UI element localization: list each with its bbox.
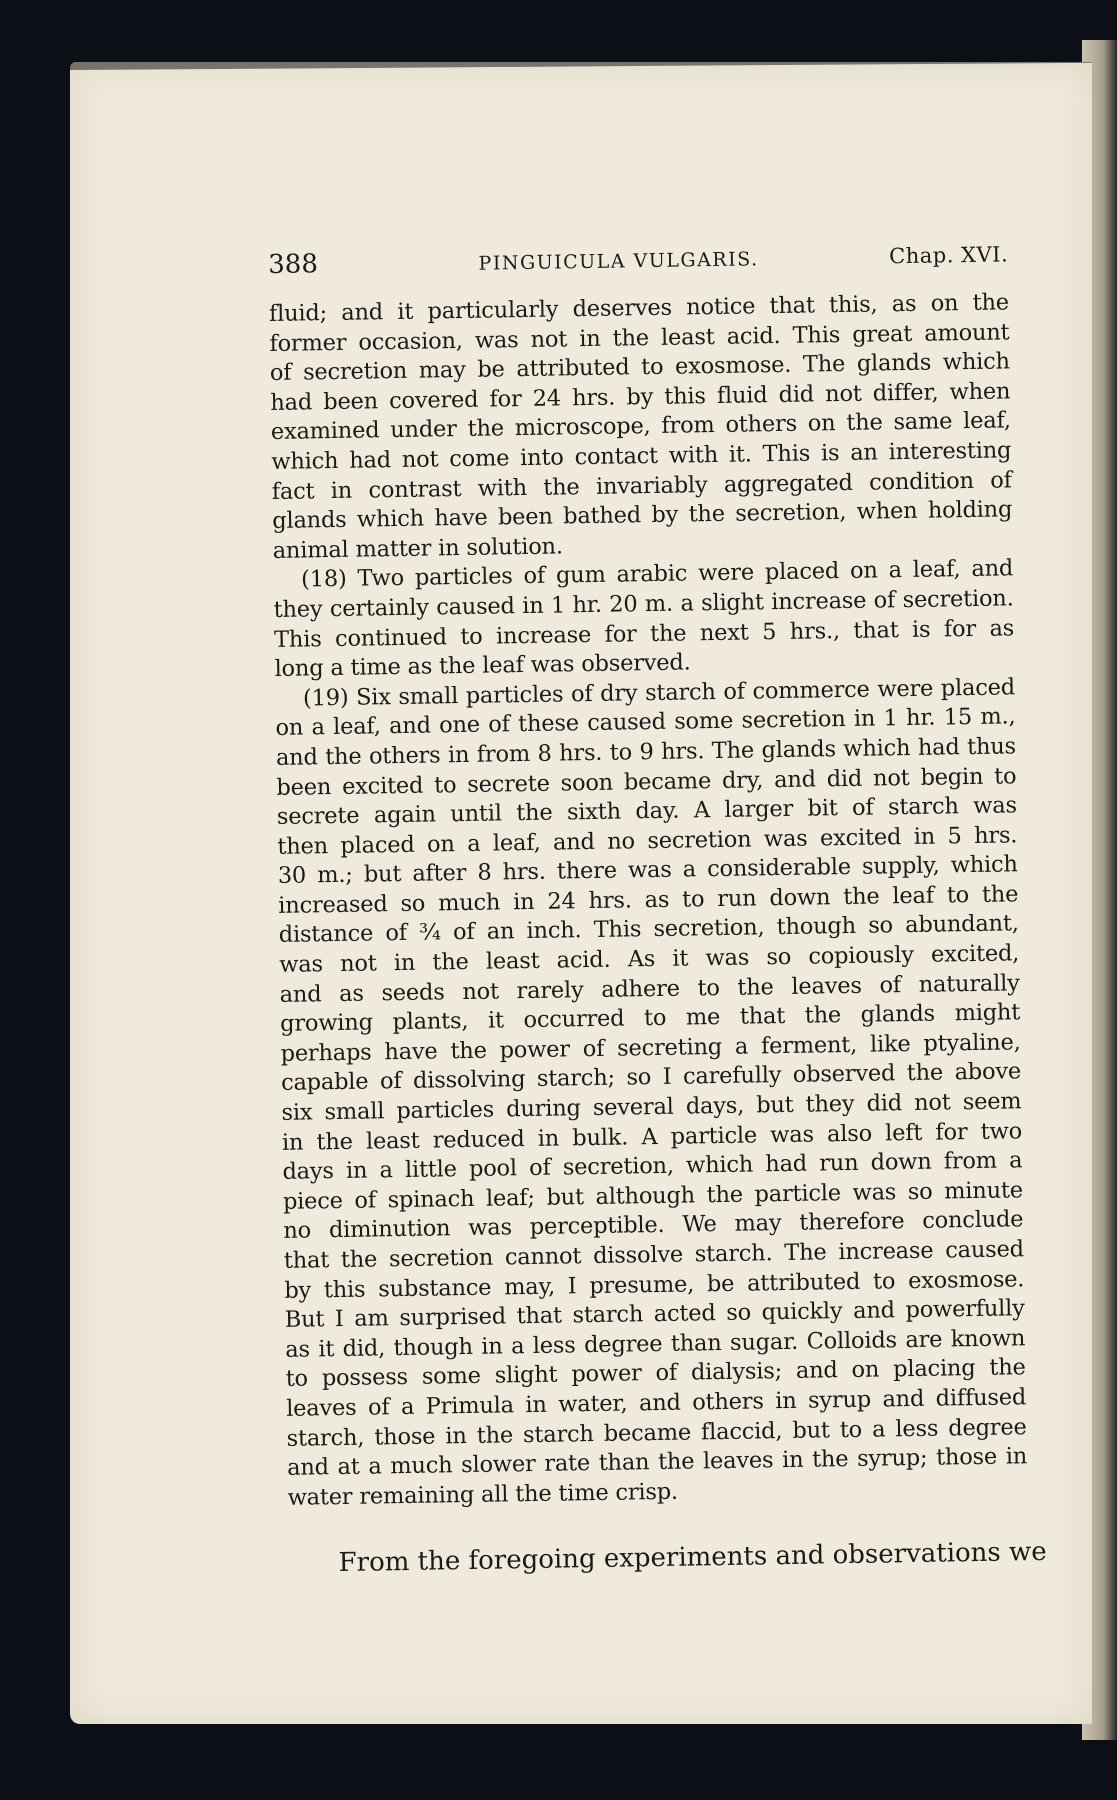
text-line: perhaps have the power of secreting a ferment, like ptyaline, <box>280 1029 1021 1067</box>
text-line: that the secretion cannot dissolve starch. The increase caused <box>283 1236 1024 1274</box>
text-line: fluid; and it particularly deserves notice that this, as on the <box>268 289 1010 327</box>
text-line: fact in contrast with the invariably aggregated condition of <box>271 466 1012 505</box>
text-line: former occasion, was not in the least acid. This great amount <box>269 318 1010 357</box>
text-line: piece of spinach leaf; but although the particle was so minute <box>282 1177 1024 1215</box>
running-head <box>268 238 1009 294</box>
text-line: (18) Two particles of gum arabic were placed on a leaf, and <box>300 555 1014 593</box>
text-line: But I am surprised that starch acted so quickly and powerfully <box>284 1295 1025 1334</box>
text-line: to possess some slight power of dialysis; and on placing the <box>285 1354 1026 1393</box>
text-line: as it did, though in a less degree than sugar. Colloids are known <box>285 1325 1026 1363</box>
text-line: which had not come into contact with it. This is an interesting <box>271 437 1012 475</box>
text-line: water remaining all the time crisp. <box>287 1478 679 1511</box>
text-line: days in a little pool of secretion, which had run down from a <box>282 1147 1023 1186</box>
text-line: by this substance may, I presume, be attributed to exosmose. <box>284 1265 1025 1304</box>
text-line: secrete again until the sixth day. A larger bit of starch was <box>276 792 1018 831</box>
text-line: glands which have been bathed by the secretion, when holding <box>272 496 1013 535</box>
section-opening-line: From the foregoing experiments and observations we <box>338 1537 1047 1579</box>
paragraph-18 <box>273 555 1015 685</box>
text-line: (19) Six small particles of dry starch of commerce were placed <box>302 674 1016 712</box>
text-line: six small particles during several days, but they did not seem <box>281 1088 1022 1126</box>
paragraph-continuation <box>269 288 1013 566</box>
text-line: in the least reduced in bulk. A particle was also left for two <box>281 1117 1023 1156</box>
text-line: long a time as the leaf was observed. <box>274 649 691 683</box>
page-number: 388 <box>268 249 319 280</box>
text-line: increased so much in 24 hrs. as to run down the leaf to the <box>278 881 1019 919</box>
text-line: and at a much slower rate than the leaves in the syrup; those in <box>286 1443 1028 1482</box>
text-line: no diminution was perceptible. We may therefore conclude <box>283 1206 1024 1245</box>
text-line: capable of dissolving starch; so I carefully observed the above <box>280 1058 1022 1097</box>
running-title: PINGUICULA VULGARIS. <box>478 248 759 275</box>
text-line: had been covered for 24 hrs. by this fluid did not differ, when <box>270 378 1011 416</box>
text-line: then placed on a leaf, and no secretion was excited in 5 hrs. <box>277 821 1018 860</box>
text-line: animal matter in solution. <box>272 533 564 564</box>
text-line: they certainly caused in 1 hr. 20 m. a slight increase of secretion. <box>273 585 1014 623</box>
text-line: starch, those in the starch became flaccid, but to a less degree <box>286 1413 1027 1452</box>
text-line: growing plants, it occurred to me that the glands might <box>279 999 1021 1038</box>
text-line: examined under the microscope, from others on the same leaf, <box>270 407 1011 446</box>
book-page <box>70 62 1092 1724</box>
text-block <box>268 238 1047 1581</box>
text-line: been excited to secrete soon became dry, and did not begin to <box>276 762 1017 801</box>
text-line: leaves of a Primula in water, and others in syrup and diffused <box>286 1384 1027 1422</box>
text-line: distance of ¾ of an inch. This secretion, though so abundant, <box>278 910 1019 949</box>
text-line: and as seeds not rarely adhere to the leaves of naturally <box>279 969 1020 1008</box>
chapter-label: Chap. XVI. <box>888 242 1009 269</box>
text-line: on a leaf, and one of these caused some secretion in 1 hr. 15 m., <box>275 703 1016 742</box>
text-line: 30 m.; but after 8 hrs. there was a considerable supply, which <box>277 851 1018 890</box>
text-line: This continued to increase for the next 5 hrs., that is for as <box>273 614 1015 653</box>
text-line: was not in the least acid. As it was so copiously excited, <box>279 940 1020 978</box>
text-line: and the others in from 8 hrs. to 9 hrs. The glands which had thus <box>275 733 1017 771</box>
text-line: of secretion may be attributed to exosmose. The glands which <box>269 348 1011 387</box>
paragraph-19 <box>275 673 1028 1513</box>
